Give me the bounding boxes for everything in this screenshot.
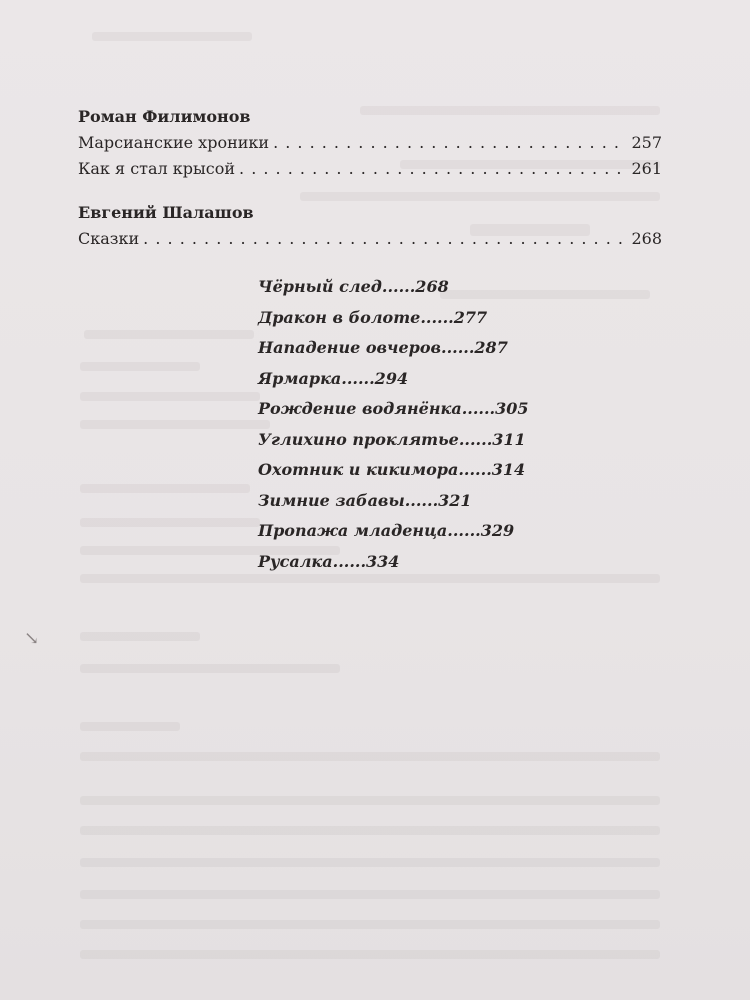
subentry: Углихино проклятье......311 (258, 429, 526, 449)
subentry: Зимние забавы......321 (258, 490, 472, 510)
subentry: Нападение овчеров......287 (258, 338, 508, 357)
subentry: Русалка......334 (258, 551, 400, 571)
margin-mark-icon: ↘ (24, 628, 40, 649)
entry-title: Как я стал крысой (78, 159, 236, 178)
leader-dots (273, 130, 627, 156)
subentry-list (258, 272, 529, 577)
toc-entry (78, 226, 662, 252)
subentry: Ярмарка......294 (258, 368, 409, 388)
subentry: Пропажа младенца......329 (258, 521, 515, 540)
entry-page: 268 (631, 229, 662, 248)
entry-title: Сказки (78, 229, 140, 248)
author-name: Евгений Шалашов (78, 203, 254, 222)
subentry: Охотник и кикимора......314 (258, 460, 526, 479)
table-of-contents (78, 104, 662, 252)
toc-entry (78, 156, 662, 182)
entry-title: Марсианские хроники (78, 133, 270, 152)
toc-entry (78, 130, 662, 156)
entry-page: 261 (631, 159, 662, 178)
leader-dots (239, 156, 627, 182)
subentry: Дракон в болоте......277 (258, 307, 488, 327)
leader-dots (143, 226, 627, 252)
entry-page: 257 (631, 133, 662, 152)
subentry: Чёрный след......268 (258, 277, 449, 296)
subentry: Рождение водянёнка......305 (258, 399, 529, 418)
author-name: Роман Филимонов (78, 107, 251, 126)
